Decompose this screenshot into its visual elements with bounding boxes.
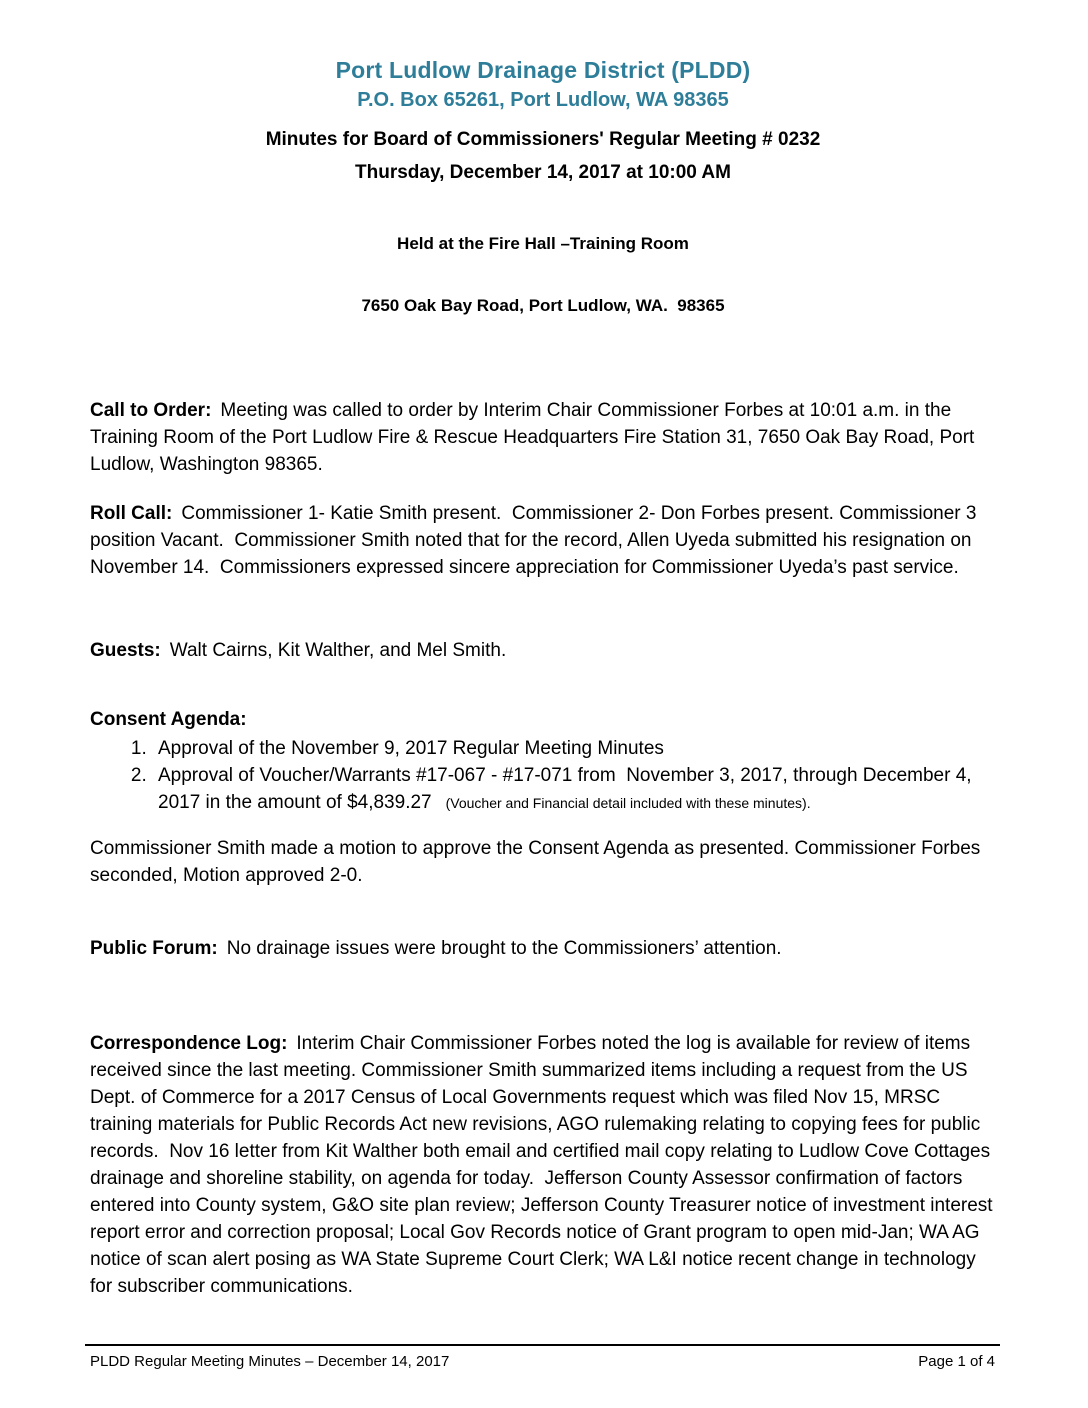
consent-agenda-item-2-note: (Voucher and Financial detail included with these minutes). [445, 794, 811, 811]
consent-motion-paragraph [90, 835, 996, 889]
footer-title: PLDD Regular Meeting Minutes – December 14, 2017 [90, 1353, 450, 1370]
section-guests [90, 637, 996, 664]
section-correspondence-log [90, 1030, 996, 1300]
document-footer [85, 1344, 1000, 1370]
roll-call-label: Roll Call: [90, 502, 173, 524]
roll-call-text: Commissioner 1- Katie Smith present. Commissioner 2- Don Forbes present. Commissioner 3 position Vacant. Commissioner Smith noted that for the record, Allen Uyeda submitted his resignation on November 14. Commissioners expressed sincere appreciation for Commissioner Uyeda’s past service. [90, 502, 982, 578]
correspondence-log-label: Correspondence Log: [90, 1032, 288, 1054]
call-to-order-label: Call to Order: [90, 399, 212, 421]
call-to-order-text: Meeting was called to order by Interim Chair Commissioner Forbes at 10:01 a.m. in the Training Room of the Port Ludlow Fire & Rescue Headquarters Fire Station 31, 7650 Oak Bay Road, Port Ludlow, Washington 98365. [90, 399, 980, 475]
consent-agenda-item-2 [152, 762, 996, 817]
consent-agenda-label: Consent Agenda: [90, 708, 247, 730]
section-roll-call [90, 500, 996, 581]
consent-agenda-item-1 [152, 735, 996, 762]
public-forum-text: No drainage issues were brought to the Commissioners’ attention. [226, 937, 782, 959]
consent-agenda-item-1-text: Approval of the November 9, 2017 Regular Meeting Minutes [158, 737, 664, 759]
meeting-location [90, 193, 996, 359]
location-line-2: 7650 Oak Bay Road, Port Ludlow, WA. 98365 [361, 296, 725, 316]
public-forum-label: Public Forum: [90, 937, 218, 959]
location-line-1: Held at the Fire Hall –Training Room [397, 234, 689, 254]
section-call-to-order [90, 397, 996, 478]
guests-label: Guests: [90, 639, 161, 661]
footer-page-number: Page 1 of 4 [918, 1353, 995, 1370]
consent-agenda-list [90, 735, 996, 817]
consent-agenda-heading [90, 706, 996, 733]
consent-motion-text: Commissioner Smith made a motion to approve the Consent Agenda as presented. Commissioner Forbes seconded, Motion approved 2-0. [90, 837, 986, 886]
meeting-datetime: Thursday, December 14, 2017 at 10:00 AM [355, 161, 731, 183]
footer-row [85, 1346, 1000, 1370]
document-header [90, 56, 996, 359]
section-consent-agenda [90, 706, 996, 817]
org-address: P.O. Box 65261, Port Ludlow, WA 98365 [357, 88, 729, 111]
section-public-forum [90, 935, 996, 962]
guests-text: Walt Cairns, Kit Walther, and Mel Smith. [169, 639, 507, 661]
correspondence-log-text: Interim Chair Commissioner Forbes noted the log is available for review of items received since the last meeting. Commissioner Smith summarized items including a request from the US Dept. of Commerce for a 2017 Census of Local Governments request which was filed Nov 15, MRSC training materials for Public Records Act new revisions, AGO rulemaking relating to copying fees for public records. Nov 16 letter from Kit Walther both email and certified mail copy relating to Ludlow Cove Cottages drainage and shoreline stability, on agenda for today. Jefferson County Assessor confirmation of factors entered into County system, G&O site plan review; Jefferson County Treasurer notice of investment interest report error and correction proposal; Local Gov Records notice of Grant program to open mid-Jan; WA AG notice of scan alert posing as WA State Supreme Court Clerk; WA L&I notice recent change in technology for subscriber communications. [90, 1032, 998, 1297]
minutes-title: Minutes for Board of Commissioners' Regular Meeting # 0232 [265, 128, 821, 150]
minutes-body [90, 397, 996, 1300]
consent-agenda-item-2-text: Approval of Voucher/Warrants #17-067 - #17-071 from November 3, 2017, through December 4, 2017 in the amount of $4,839.27 [158, 764, 977, 813]
org-name: Port Ludlow Drainage District (PLDD) [335, 57, 751, 83]
